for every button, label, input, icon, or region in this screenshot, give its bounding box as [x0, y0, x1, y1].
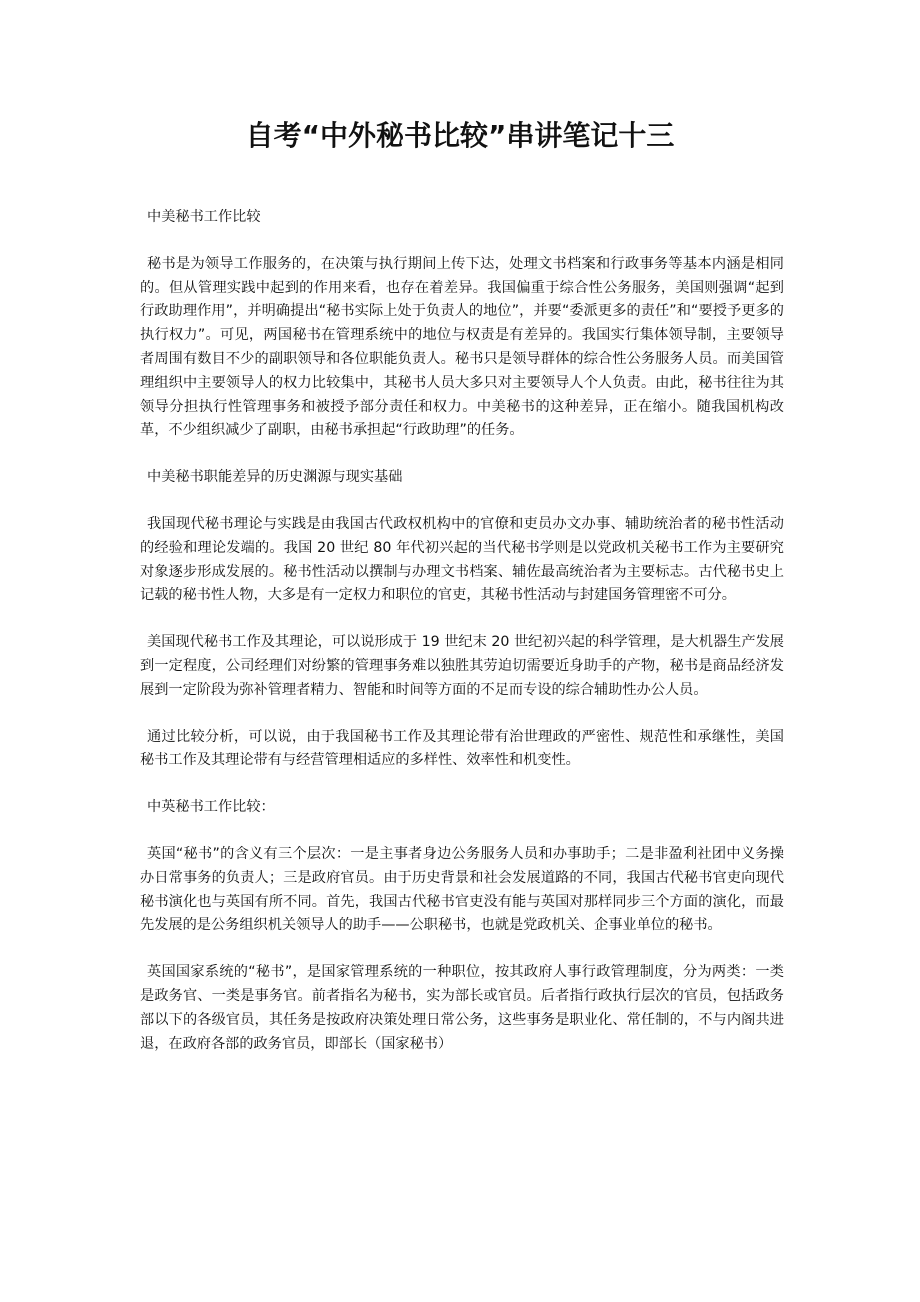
body-paragraph: 英国“秘书”的含义有三个层次：一是主事者身边公务服务人员和办事助手；二是非盈利社团中义务操办日常事务的负责人；三是政府官员。由于历史背景和社会发展道路的不同，我国古代秘书官吏向现代秘书演化也与英国有所不同。首先，我国古代秘书官吏没有能与英国对那样同步三个方面的演化，而最先发展的是公务组织机关领导人的助手——公职秘书，也就是党政机关、企事业单位的秘书。 [140, 845, 784, 934]
body-paragraph: 英国国家系统的“秘书”，是国家管理系统的一种职位，按其政府人事行政管理制度，分为两类：一类是政务官、一类是事务官。前者指名为秘书，实为部长或官员。后者指行政执行层次的官员，包括政务部以下的各级官员，其任务是按政府决策处理日常公务，这些事务是职业化、常任制的，不与内阁共进退，在政府各部的政务官员，即部长（国家秘书） [140, 964, 784, 1052]
section-heading: 中美秘书工作比较 [147, 209, 261, 225]
body-paragraph: 通过比较分析，可以说，由于我国秘书工作及其理论带有治世理政的严密性、规范性和承继性，美国秘书工作及其理论带有与经营管理相适应的多样性、效率性和机变性。 [140, 728, 784, 769]
body-paragraph: 美国现代秘书工作及其理论，可以说形成于 19 世纪末 20 世纪初兴起的科学管理，是大机器生产发展到一定程度，公司经理们对纷繁的管理事务难以独胜其劳迫切需要近身助手的产物，秘书是商品经济发展到一定阶段为弥补管理者精力、智能和时间等方面的不足而专设的综合辅助性办公人员。 [140, 634, 784, 698]
body-paragraph: 秘书是为领导工作服务的，在决策与执行期间上传下达，处理文书档案和行政事务等基本内涵是相同的。但从管理实践中起到的作用来看，也存在着差异。我国偏重于综合性公务服务，美国则强调“起到行政助理作用”，并明确提出“秘书实际上处于负责人的地位”，并要“委派更多的责任”和“要授予更多的执行权力”。可见，两国秘书在管理系统中的地位与权责是有差异的。我国实行集体领导制，主要领导者周围有数目不少的副职领导和各位职能负责人。秘书只是领导群体的综合性公务服务人员。而美国管理组织中主要领导人的权力比较集中，其秘书人员大多只对主要领导人个人负责。由此，秘书往往为其领导分担执行性管理事务和被授予部分责任和权力。中美秘书的这种差异，正在缩小。随我国机构改革，不少组织减少了副职，由秘书承担起“行政助理”的任务。 [140, 255, 784, 439]
section-heading: 中英秘书工作比较： [147, 799, 275, 816]
document-title: 自考“中外秘书比较”串讲笔记十三 [245, 119, 675, 152]
section-heading: 中美秘书职能差异的历史渊源与现实基础 [147, 469, 403, 486]
document-body [140, 206, 784, 1079]
body-paragraph: 我国现代秘书理论与实践是由我国古代政权机构中的官僚和吏员办文办事、辅助统治者的秘书性活动的经验和理论发端的。我国 20 世纪 80 年代初兴起的当代秘书学则是以党政机关秘书工作为主要研究对象逐步形成发展的。秘书性活动以撰制与办理文书档案、辅佐最高统治者为主要标志。古代秘书史上记载的秘书性人物，大多是有一定权力和职位的官吏，其秘书性活动与封建国务管理密不可分。 [140, 515, 784, 604]
